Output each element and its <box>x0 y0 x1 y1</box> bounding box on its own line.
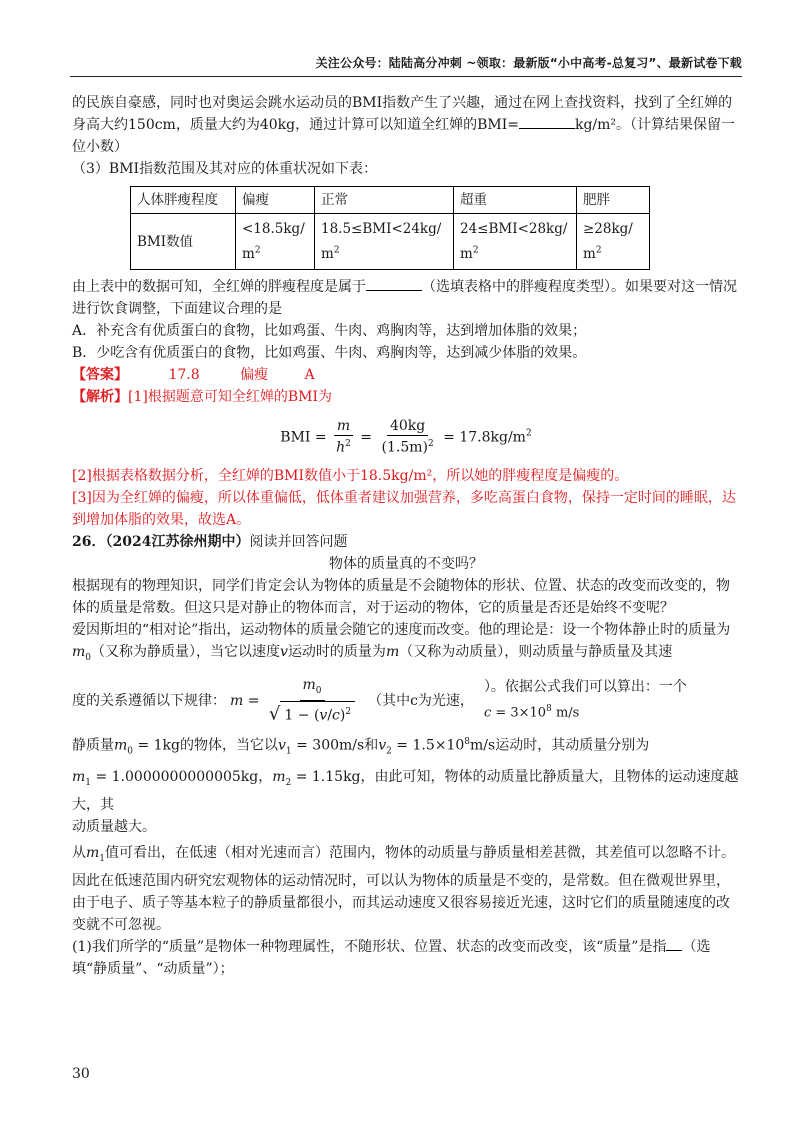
analysis-line-1: 【解析】[1]根据题意可知全红婵的BMI为 <box>72 389 332 405</box>
page-content <box>72 92 740 980</box>
relativity-formula: m = $\frac{m_0}{√ 1 - (v/c)^2}$ <box>230 677 360 724</box>
table-cell: 24≤BMI<28kg/ $m^2$ <box>454 214 577 270</box>
passage-paragraph-6: 从$m_1$值可看出，在低速（相对光速而言）范围内，物体的动质量与静质量相差甚微，其差值可以忽略不计。因此在低速范围内研究宏观物体的运动情况时，可以认为物体的质量是不变的，是常数。但在微观世界里，由于电子、质子等基本粒子的静质量都很小，而其运动速度又很容易接近光速，这时它们的质量随速度的改变就不可忽视。 <box>72 845 736 933</box>
answer-blank-type <box>366 276 422 291</box>
passage-paragraph-1: 根据现有的物理知识，同学们肯定会认为物体的质量是不会随物体的形状、位置、状态的改变而改变的，物体的质量是常数。但这只是对静止的物体而言，对于运动的物体，它的质量是否还是始终不变呢？ <box>72 577 730 616</box>
paragraph-table-question: 由上表中的数据可知，全红婵的胖瘦程度是属于 （选填表格中的胖瘦程度类型）。如果要对这一情况进行饮食调整，下面建议合理的是 <box>72 276 740 320</box>
sub-question-1: (1)我们所学的“质量”是物体一种物理属性，不随形状、位置、状态的改变而改变，该“质量”是指 （选填“静质量”、“动质量”）； <box>72 936 740 980</box>
header-divider <box>70 76 742 77</box>
table-cell: BMI数值 <box>131 214 236 270</box>
table-cell: 超重 <box>454 187 577 214</box>
table-cell: 正常 <box>315 187 454 214</box>
option-a: A．补充含有优质蛋白的食物，比如鸡蛋、牛肉、鸡胸肉等，达到增加体脂的效果； <box>72 323 587 339</box>
analysis-line-2: [2]根据表格数据分析，全红婵的BMI数值小于18.5kg/m²，所以她的胖瘦程度是偏瘦的。 <box>72 467 629 484</box>
table-row <box>131 214 650 270</box>
answer-blank-bmi <box>519 114 575 129</box>
passage-paragraph-2: 爱因斯坦的“相对论”指出，运动物体的质量会随它的速度而改变。他的理论是：设一个物体静止时的质量为$m_0$（又称为静质量），当它以速度v运动时的质量为m（又称为动质量），则动质量与静质量及其速 <box>72 621 731 663</box>
option-b: B．少吃含有优质蛋白的食物，比如鸡蛋、牛肉、鸡胸肉等，达到减少体脂的效果。 <box>72 345 587 361</box>
page-number: 30 <box>72 1066 90 1082</box>
table-cell: 肥胖 <box>577 187 650 214</box>
passage-title: 物体的质量真的不变吗？ <box>329 555 483 572</box>
table-cell: 18.5≤BMI<24kg/ $m^2$ <box>315 214 454 270</box>
table-cell: 人体胖瘦程度 <box>131 187 236 214</box>
bmi-table <box>130 186 650 270</box>
analysis-line-3: [3]因为全红婵的偏瘦，所以体重偏低，低体重者建议加强营养，多吃高蛋白食物，保持一定时间的睡眠，达到增加体脂的效果，故选A。 <box>72 489 736 528</box>
passage-paragraph-5: 动质量越大。 <box>72 819 156 836</box>
answer-line: 【答案】 17.8 偏瘦 A <box>72 367 315 383</box>
page-header: 关注公众号：陆陆高分冲刺 ~领取：最新版“小中高考-总复习”、最新试卷下载 <box>315 56 742 70</box>
passage-paragraph-4: $m_1 = 1.0000000000005kg$，$m_2 = 1.15kg$，由此可知，物体的动质量比静质量大，且物体的运动速度越大，其 <box>72 769 739 814</box>
bmi-formula: BMI = $\frac{m}{h^2}$ = $\frac{40kg}{(1.5m)^2}$ = $17.8kg/m^2$ <box>280 418 532 456</box>
sub-question-3: （3）BMI指数范围及其对应的体重状况如下表： <box>72 161 378 177</box>
answer-blank-mass <box>666 936 682 951</box>
relativity-formula-line: 度的关系遵循以下规律： m = $\frac{m_0}{√ 1 - (v/c)^2}$ （其中c为光速， ）。依据公式我们可以算出：一个 $c = 3\times 10^8$ m/s <box>72 676 687 725</box>
paragraph-bmi-intro: 的民族自豪感，同时也对奥运会跳水运动员的BMI指数产生了兴趣，通过在网上查找资料，找到了全红婵的身高大约150cm，质量大约为40kg，通过计算可以知道全红婵的BMI= kg/m²。（计算结果保留一位小数） <box>72 95 736 155</box>
table-cell: <18.5kg/ $m^2$ <box>236 214 315 270</box>
table-cell: ≥28kg/ $m^2$ <box>577 214 650 270</box>
passage-paragraph-3: 静质量$m_0 = 1kg$的物体，当它以$v_1 = 300m/s$和$v_2 = 1.5\times 10^8m/s$运动时，其动质量分别为 <box>72 736 650 757</box>
question-26-title: 26．（2024江苏徐州期中）阅读并回答问题 <box>72 533 348 550</box>
table-row <box>131 187 650 214</box>
table-cell: 偏瘦 <box>236 187 315 214</box>
